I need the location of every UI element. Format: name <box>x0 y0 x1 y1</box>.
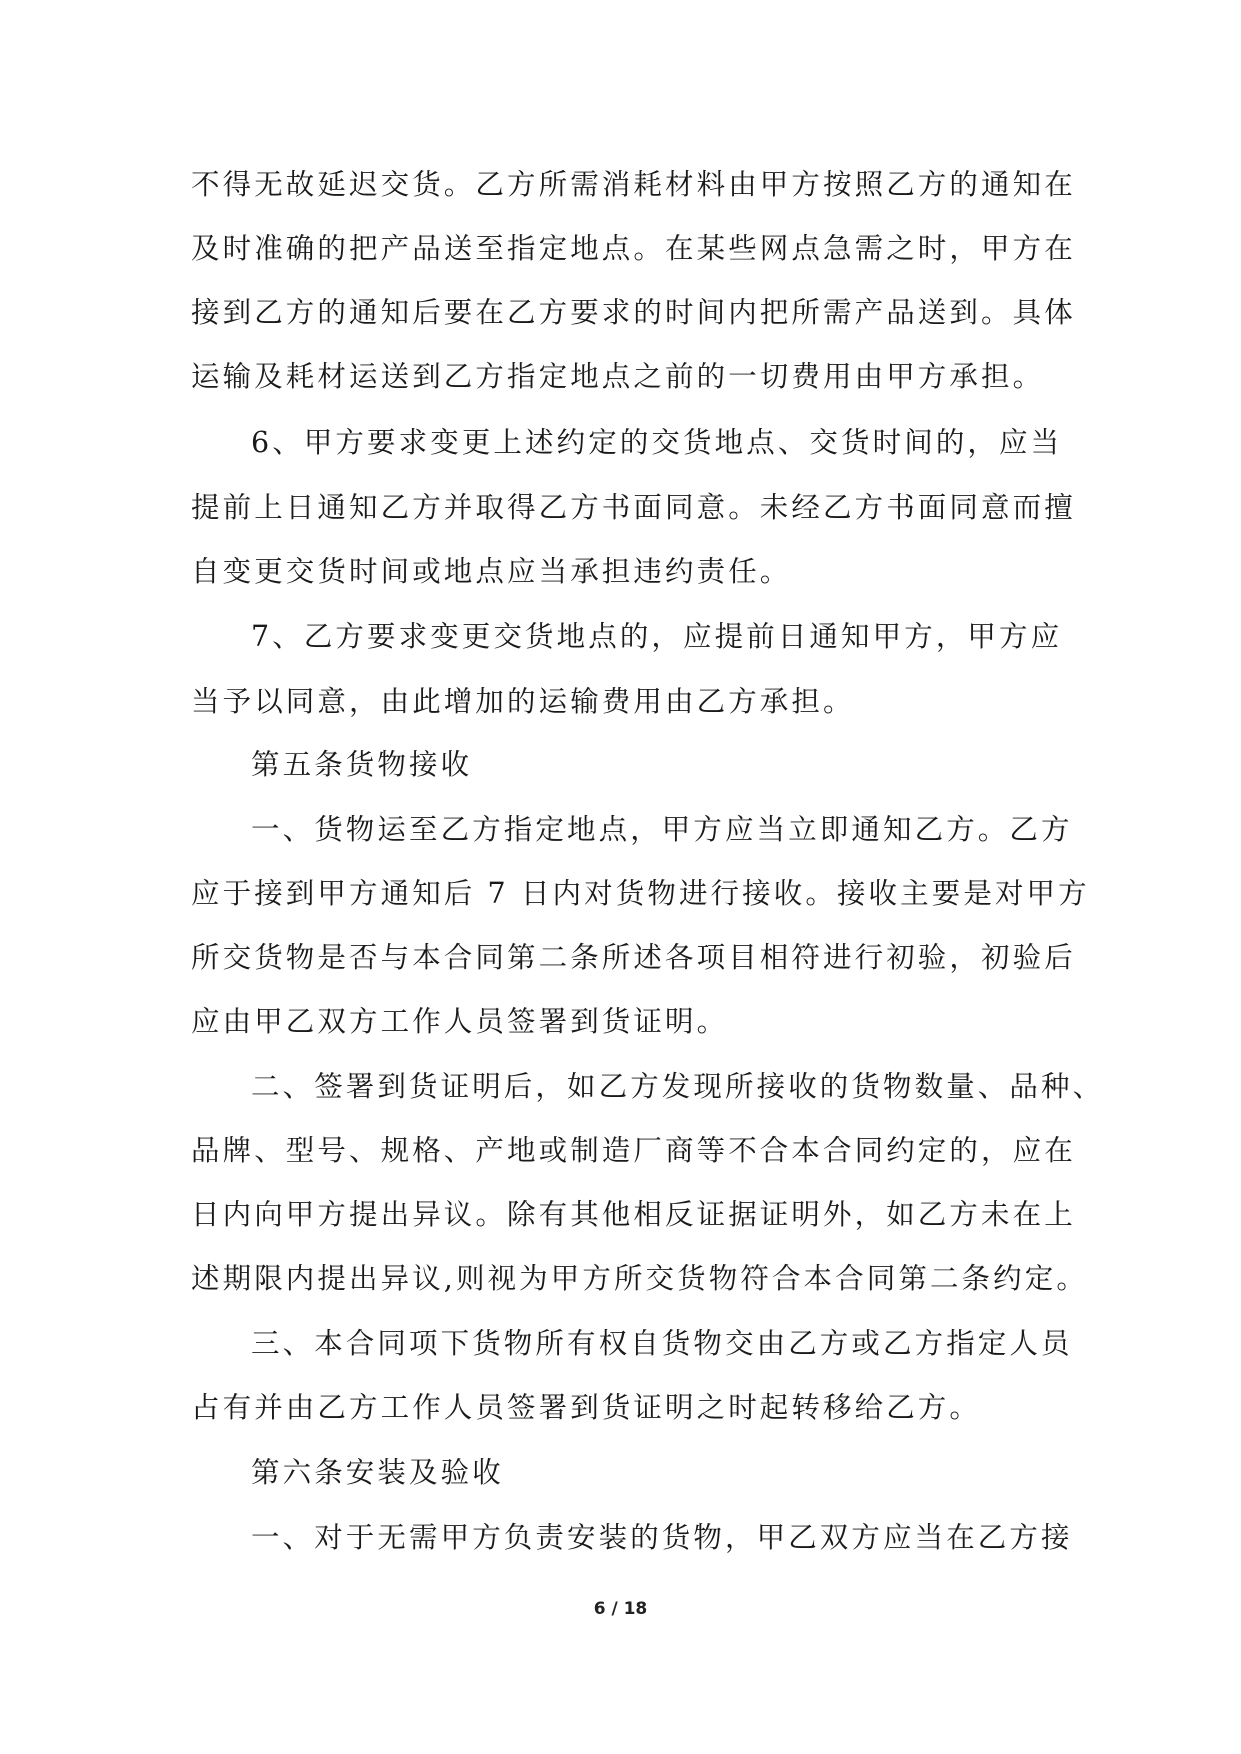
paragraph-start-line: 6、甲方要求变更上述约定的交货地点、交货时间的，应当 <box>251 426 1063 459</box>
text-line: 接到乙方的通知后要在乙方要求的时间内把所需产品送到。具体 <box>191 296 1076 329</box>
paragraph-start-line: 一、对于无需甲方负责安装的货物，甲乙双方应当在乙方接 <box>251 1521 1073 1554</box>
text-line: 提前上日通知乙方并取得乙方书面同意。未经乙方书面同意而擅 <box>191 491 1076 524</box>
paragraph-start-line: 7、乙方要求变更交货地点的，应提前日通知甲方，甲方应 <box>251 620 1063 653</box>
section-heading: 第六条安装及验收 <box>251 1456 504 1489</box>
text-line: 应由甲乙双方工作人员签署到货证明。 <box>191 1005 729 1038</box>
paragraph-start-line: 三、本合同项下货物所有权自货物交由乙方或乙方指定人员 <box>251 1327 1073 1360</box>
paragraph-start-line: 一、货物运至乙方指定地点，甲方应当立即通知乙方。乙方 <box>251 813 1073 846</box>
text-line: 所交货物是否与本合同第二条所述各项目相符进行初验，初验后 <box>191 941 1076 974</box>
text-line: 运输及耗材运送到乙方指定地点之前的一切费用由甲方承担。 <box>191 360 1045 393</box>
section-heading: 第五条货物接收 <box>251 748 473 781</box>
text-line: 自变更交货时间或地点应当承担违约责任。 <box>191 555 792 588</box>
text-line: 及时准确的把产品送至指定地点。在某些网点急需之时，甲方在 <box>191 232 1076 265</box>
text-line: 占有并由乙方工作人员签署到货证明之时起转移给乙方。 <box>191 1391 982 1424</box>
paragraph-start-line: 二、签署到货证明后，如乙方发现所接收的货物数量、品种、 <box>251 1070 1105 1103</box>
text-line: 当予以同意，由此增加的运输费用由乙方承担。 <box>191 685 855 718</box>
text-line: 不得无故延迟交货。乙方所需消耗材料由甲方按照乙方的通知在 <box>191 168 1076 201</box>
text-line: 述期限内提出异议,则视为甲方所交货物符合本合同第二条约定。 <box>191 1262 1088 1295</box>
text-line: 应于接到甲方通知后 7 日内对货物进行接收。接收主要是对甲方 <box>191 877 1090 910</box>
page-number: 6 / 18 <box>593 1599 648 1619</box>
text-line: 日内向甲方提出异议。除有其他相反证据证明外，如乙方未在上 <box>191 1198 1076 1231</box>
text-line: 品牌、型号、规格、产地或制造厂商等不合本合同约定的，应在 <box>191 1134 1076 1167</box>
